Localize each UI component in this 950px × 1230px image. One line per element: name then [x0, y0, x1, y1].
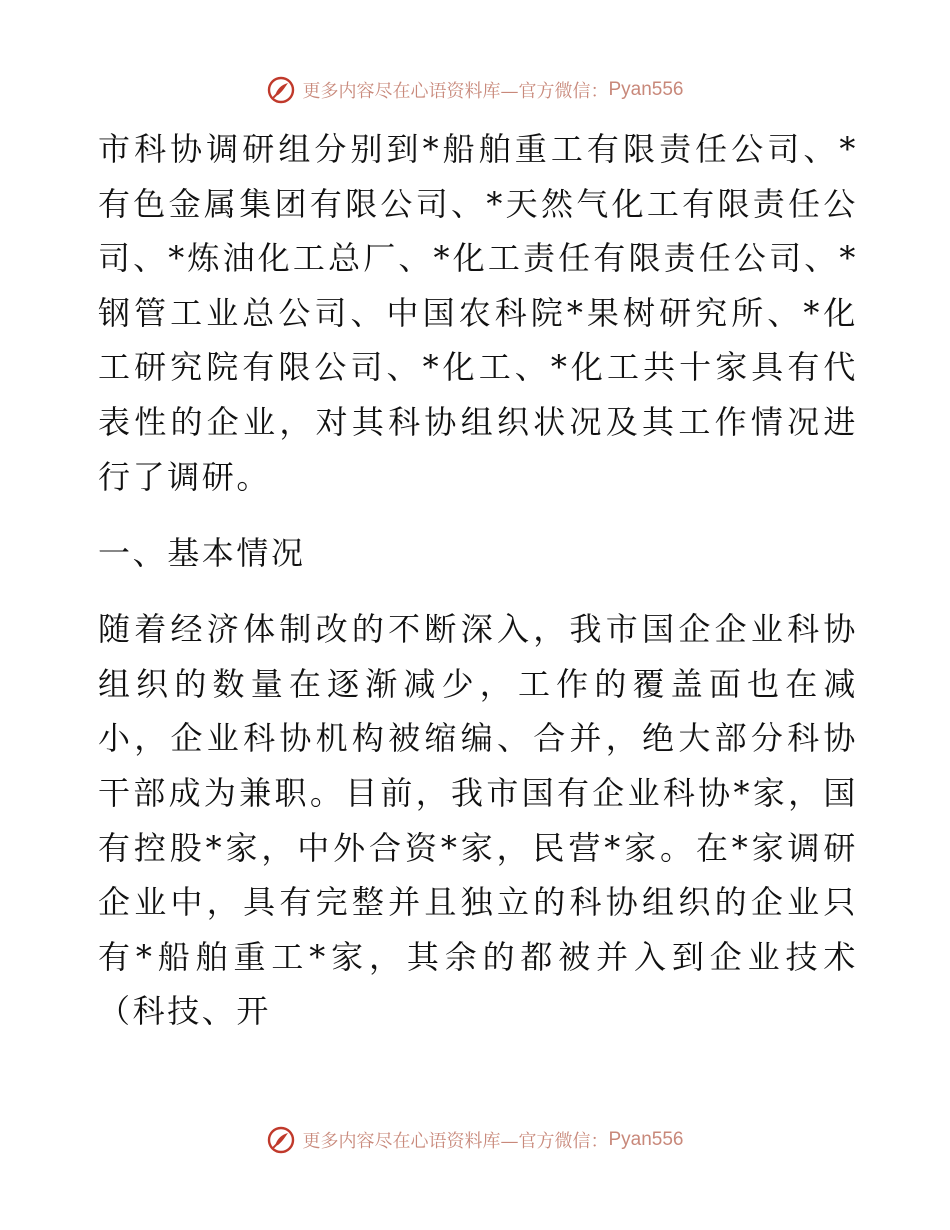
header-watermark: [0, 70, 950, 110]
section-heading-basic-situation: 一、基本情况: [98, 534, 306, 573]
watermark-logo-icon: [266, 75, 296, 105]
paragraph-basic-situation: 随着经济体制改的不断深入，我市国企企业科协组织的数量在逐渐减少，工作的覆盖面也在减小，企业科协机构被缩编、合并，绝大部分科协干部成为兼职。目前，我市国有企业科协*家，国有控股*家，中外合资*家，民营*家。在*家调研企业中，具有完整并且独立的科协组织的企业只有*船舶重工*家，其余的都被并入到企业技术（科技、开: [98, 610, 858, 1031]
watermark-wechat-id: Pyan556: [608, 79, 684, 100]
watermark-text: 更多内容尽在心语资料库—官方微信：: [302, 81, 609, 102]
document-body: [98, 122, 858, 1039]
watermark-text: 更多内容尽在心语资料库—官方微信：: [302, 1131, 609, 1152]
watermark-logo-icon: [266, 1125, 296, 1155]
paragraph-intro: 市科协调研组分别到*船舶重工有限责任公司、*有色金属集团有限公司、*天然气化工有限责任公司、*炼油化工总厂、*化工责任有限责任公司、*钢管工业总公司、中国农科院*果树研究所、*化工研究院有限公司、*化工、*化工共十家具有代表性的企业，对其科协组织状况及其工作情况进行了调研。: [98, 130, 858, 496]
watermark-wechat-id: Pyan556: [608, 1129, 684, 1150]
footer-watermark: [0, 1120, 950, 1160]
